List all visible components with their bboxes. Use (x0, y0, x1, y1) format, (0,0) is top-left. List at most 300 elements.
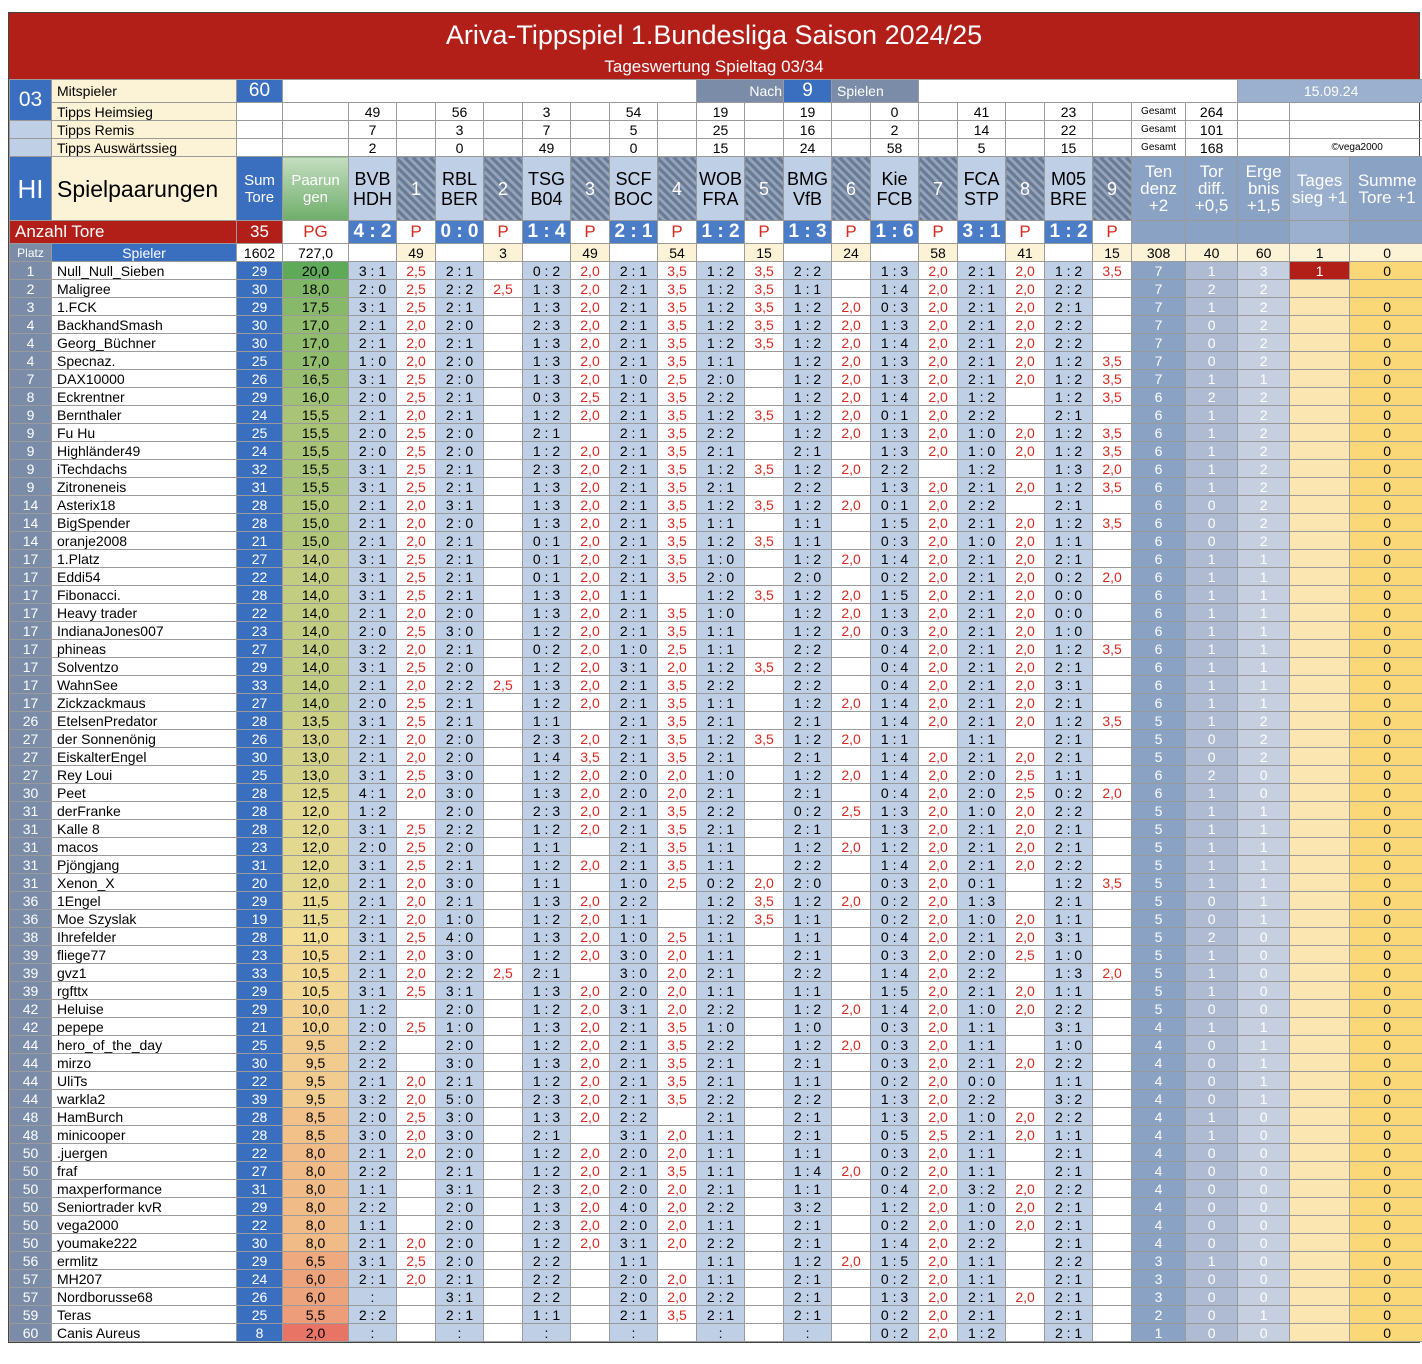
blank-cell (1238, 121, 1290, 139)
points-4: 2,0 (658, 766, 697, 784)
points-2 (484, 1072, 523, 1090)
tip-7: 0 : 2 (871, 892, 919, 910)
match-result: 1 : 3 (784, 221, 832, 244)
points-6 (832, 442, 871, 460)
match-team-names (610, 157, 658, 221)
blank-cell (1238, 139, 1290, 157)
points-9: 3,5 (1093, 388, 1132, 406)
points-5: 3,5 (745, 334, 784, 352)
points-7: 2,0 (919, 640, 958, 658)
sum-tore: 28 (237, 1108, 283, 1126)
ergebnis: 2 (1238, 298, 1290, 316)
tip-4: 2 : 1 (610, 478, 658, 496)
ergebnis: 0 (1238, 1180, 1290, 1198)
tendenz: 7 (1132, 334, 1186, 352)
points-6 (832, 856, 871, 874)
points-7: 2,0 (919, 622, 958, 640)
tip-5: 1 : 1 (697, 946, 745, 964)
tip-2: 2 : 1 (436, 262, 484, 280)
tip-6: 2 : 1 (784, 1216, 832, 1234)
summe-tore: 0 (1350, 658, 1422, 676)
tip-6: 1 : 1 (784, 532, 832, 550)
tendenz: 6 (1132, 514, 1186, 532)
points-9: 3,5 (1093, 712, 1132, 730)
platz: 56 (10, 1252, 52, 1270)
ergebnis: 2 (1238, 730, 1290, 748)
tip-7: 1 : 3 (871, 478, 919, 496)
player-name: 1.Platz (52, 550, 237, 568)
tip-3: 0 : 2 (523, 262, 571, 280)
tip-5: 1 : 1 (697, 928, 745, 946)
player-name: EtelsenPredator (52, 712, 237, 730)
blank-cell (1093, 139, 1132, 157)
mitspieler-label: Mitspieler (52, 80, 237, 103)
points-1: 2,0 (397, 1126, 436, 1144)
pg-score: 10,5 (283, 982, 349, 1000)
points-8: 2,0 (1006, 802, 1045, 820)
tip-4: 2 : 1 (610, 1090, 658, 1108)
player-name: mirzo (52, 1054, 237, 1072)
tordiff: 0 (1186, 1216, 1238, 1234)
points-7: 2,0 (919, 784, 958, 802)
tendenz: 4 (1132, 1162, 1186, 1180)
pg-score: 13,0 (283, 730, 349, 748)
points-6: 2,0 (832, 550, 871, 568)
points-1: 2,0 (397, 874, 436, 892)
points-3 (571, 712, 610, 730)
tip-5: 2 : 2 (697, 1234, 745, 1252)
p-label: P (1093, 221, 1132, 244)
spieltag-spacer (10, 121, 52, 139)
tip-7: 1 : 4 (871, 712, 919, 730)
points-1: 2,5 (397, 586, 436, 604)
blank-cell (871, 244, 919, 262)
player-name: fliege77 (52, 946, 237, 964)
tip-4: 2 : 1 (610, 730, 658, 748)
points-3: 2,0 (571, 1198, 610, 1216)
ergebnis: 0 (1238, 1216, 1290, 1234)
player-name: iTechdachs (52, 460, 237, 478)
points-4: 3,5 (658, 262, 697, 280)
tip-8: 1 : 0 (958, 424, 1006, 442)
tip-6: 2 : 2 (784, 1090, 832, 1108)
tip-8: 2 : 1 (958, 622, 1006, 640)
away-team: B04 (530, 188, 563, 209)
pg-score: 11,5 (283, 910, 349, 928)
points-9: 3,5 (1093, 874, 1132, 892)
tip-3: 1 : 3 (523, 298, 571, 316)
tendenz: 6 (1132, 766, 1186, 784)
sum-tore: 25 (237, 352, 283, 370)
tordiff: 0 (1186, 1234, 1238, 1252)
points-3: 2,0 (571, 280, 610, 298)
tip-1: 2 : 0 (349, 442, 397, 460)
points-3: 2,5 (571, 388, 610, 406)
tip-1: 2 : 1 (349, 892, 397, 910)
tip-8: 2 : 1 (958, 694, 1006, 712)
points-6: 2,0 (832, 316, 871, 334)
points-9 (1093, 856, 1132, 874)
tip-8: 2 : 1 (958, 676, 1006, 694)
tordiff: 0 (1186, 1144, 1238, 1162)
tordiff: 0 (1186, 1072, 1238, 1090)
points-7: 2,0 (919, 532, 958, 550)
tendenz: 4 (1132, 1054, 1186, 1072)
points-5 (745, 1108, 784, 1126)
tip-9: 2 : 2 (1045, 1000, 1093, 1018)
tipps-aus-count: 15 (697, 139, 745, 157)
pg-score: 16,5 (283, 370, 349, 388)
summe-tore: 0 (1350, 568, 1422, 586)
tip-6: : (784, 1324, 832, 1342)
sum-tore: 30 (237, 1234, 283, 1252)
points-8: 2,0 (1006, 694, 1045, 712)
tip-8: 0 : 1 (958, 874, 1006, 892)
tip-1: 2 : 2 (349, 1198, 397, 1216)
tordiff: 0 (1186, 1270, 1238, 1288)
pg-total: 727,0 (283, 244, 349, 262)
points-5: 3,5 (745, 262, 784, 280)
tagessieg (1290, 856, 1350, 874)
points-6 (832, 532, 871, 550)
points-8 (1006, 892, 1045, 910)
platz: 57 (10, 1270, 52, 1288)
points-4: 3,5 (658, 334, 697, 352)
tip-4: 3 : 1 (610, 1234, 658, 1252)
blank-cell (919, 121, 958, 139)
tip-2: 3 : 0 (436, 784, 484, 802)
tagessieg (1290, 424, 1350, 442)
tip-4: 2 : 1 (610, 550, 658, 568)
tip-8: 3 : 2 (958, 1180, 1006, 1198)
tip-9: 0 : 2 (1045, 784, 1093, 802)
player-row (10, 370, 1422, 388)
tendenz: 6 (1132, 388, 1186, 406)
platz: 14 (10, 532, 52, 550)
tip-1: 3 : 1 (349, 586, 397, 604)
tip-4: 3 : 0 (610, 946, 658, 964)
tip-7: 0 : 2 (871, 1324, 919, 1342)
sum-tore: 29 (237, 1000, 283, 1018)
player-name: Teras (52, 1306, 237, 1324)
away-team: BER (440, 188, 478, 209)
tip-8: 2 : 1 (958, 982, 1006, 1000)
tordiff: 1 (1186, 370, 1238, 388)
blank-cell (237, 139, 283, 157)
points-5 (745, 1036, 784, 1054)
tip-9: 2 : 1 (1045, 406, 1093, 424)
tip-2: 3 : 0 (436, 766, 484, 784)
tagessieg (1290, 352, 1350, 370)
tip-8: 1 : 1 (958, 1270, 1006, 1288)
tagessieg (1290, 730, 1350, 748)
points-6 (832, 676, 871, 694)
points-5: 3,5 (745, 316, 784, 334)
tip-7: 0 : 3 (871, 1036, 919, 1054)
blank-cell (237, 103, 283, 121)
summe-tore: 0 (1350, 514, 1422, 532)
tip-6: 1 : 2 (784, 550, 832, 568)
points-7 (919, 460, 958, 478)
summe-tore: 0 (1350, 712, 1422, 730)
pg-score: 9,5 (283, 1090, 349, 1108)
points-1: 2,0 (397, 784, 436, 802)
tordiff: 0 (1186, 1054, 1238, 1072)
ergebnis: 0 (1238, 1252, 1290, 1270)
points-9 (1093, 1198, 1132, 1216)
summe-tore: 0 (1350, 1324, 1422, 1342)
points-5 (745, 820, 784, 838)
tagessieg (1290, 1252, 1350, 1270)
tipps-remis-label: Tipps Remis (52, 121, 237, 139)
points-4: 2,5 (658, 874, 697, 892)
points-9 (1093, 1144, 1132, 1162)
points-9 (1093, 730, 1132, 748)
points-6: 2,0 (832, 370, 871, 388)
points-3: 2,0 (571, 802, 610, 820)
pg-score: 14,0 (283, 694, 349, 712)
points-1: 2,0 (397, 892, 436, 910)
platz: 48 (10, 1126, 52, 1144)
tip-8: 2 : 1 (958, 748, 1006, 766)
tordiff: 0 (1186, 1306, 1238, 1324)
tipps-heim-count: 0 (871, 103, 919, 121)
tip-9: 1 : 0 (1045, 622, 1093, 640)
sum-tore: 33 (237, 964, 283, 982)
points-3: 2,0 (571, 460, 610, 478)
tip-1: 3 : 1 (349, 982, 397, 1000)
pg-score: 12,0 (283, 802, 349, 820)
points-6 (832, 1090, 871, 1108)
tip-7: 1 : 3 (871, 1108, 919, 1126)
match-number: 4 (658, 157, 697, 221)
points-1: 2,0 (397, 730, 436, 748)
player-name: Canis Aureus (52, 1324, 237, 1342)
points-1: 2,0 (397, 1234, 436, 1252)
tip-2: 2 : 0 (436, 424, 484, 442)
blank-cell (1045, 244, 1093, 262)
tipps-heim-count: 49 (349, 103, 397, 121)
tip-5: 1 : 1 (697, 640, 745, 658)
tordiff: 0 (1186, 1198, 1238, 1216)
tip-9: 3 : 2 (1045, 1090, 1093, 1108)
spielpaarungen-label: Spielpaarungen (52, 157, 237, 221)
points-9 (1093, 910, 1132, 928)
points-3: 2,0 (571, 910, 610, 928)
pg-score: 13,0 (283, 748, 349, 766)
points-7: 2,0 (919, 712, 958, 730)
ergebnis: 1 (1238, 874, 1290, 892)
pg-score: 12,0 (283, 874, 349, 892)
points-4: 3,5 (658, 838, 697, 856)
summe-tore: 0 (1350, 298, 1422, 316)
tagessieg (1290, 1198, 1350, 1216)
tip-6: 2 : 2 (784, 676, 832, 694)
points-5: 3,5 (745, 892, 784, 910)
ergebnis: 2 (1238, 442, 1290, 460)
tordiff: 1 (1186, 550, 1238, 568)
tendenz: 5 (1132, 802, 1186, 820)
summe-tore: 0 (1350, 1144, 1422, 1162)
points-5: 3,5 (745, 532, 784, 550)
tip-5: 0 : 2 (697, 874, 745, 892)
tip-8: 2 : 1 (958, 838, 1006, 856)
points-5 (745, 1288, 784, 1306)
tipps-remis-count: 7 (523, 121, 571, 139)
tip-8: 1 : 0 (958, 910, 1006, 928)
tip-6: 1 : 0 (784, 1018, 832, 1036)
tip-1: 2 : 1 (349, 406, 397, 424)
summe-tore: 0 (1350, 928, 1422, 946)
tordiff: 1 (1186, 1108, 1238, 1126)
player-row (10, 604, 1422, 622)
tip-6: 1 : 2 (784, 460, 832, 478)
mitspieler-count: 60 (237, 80, 283, 103)
points-3: 2,0 (571, 496, 610, 514)
points-5 (745, 946, 784, 964)
pg-score: 8,0 (283, 1198, 349, 1216)
points-3: 2,0 (571, 1054, 610, 1072)
summe-tore: 0 (1350, 1054, 1422, 1072)
tagessieg (1290, 1306, 1350, 1324)
ergebnis: 1 (1238, 550, 1290, 568)
points-8: 2,5 (1006, 784, 1045, 802)
points-5 (745, 1072, 784, 1090)
tip-6: 1 : 2 (784, 892, 832, 910)
ergebnis: 0 (1238, 1162, 1290, 1180)
points-8: 2,0 (1006, 586, 1045, 604)
points-4: 3,5 (658, 406, 697, 424)
tip-7: 1 : 4 (871, 856, 919, 874)
points-7: 2,0 (919, 748, 958, 766)
gesamt-label: Gesamt (1132, 121, 1186, 139)
points-6 (832, 1018, 871, 1036)
tendenz: 6 (1132, 406, 1186, 424)
points-5 (745, 1180, 784, 1198)
platz: 57 (10, 1288, 52, 1306)
blank-cell (1290, 103, 1422, 121)
tip-2: 2 : 0 (436, 838, 484, 856)
sum-tore: 24 (237, 442, 283, 460)
points-9: 3,5 (1093, 514, 1132, 532)
points-4: 3,5 (658, 532, 697, 550)
points-9: 2,0 (1093, 460, 1132, 478)
tagessieg-label: Tages sieg +1 (1290, 157, 1350, 221)
points-5 (745, 856, 784, 874)
tip-7: 0 : 3 (871, 622, 919, 640)
points-2 (484, 622, 523, 640)
points-1: 2,0 (397, 748, 436, 766)
points-6: 2,5 (832, 802, 871, 820)
tordiff: 2 (1186, 388, 1238, 406)
tagessieg (1290, 1288, 1350, 1306)
points-4: 3,5 (658, 424, 697, 442)
blank-cell (1093, 121, 1132, 139)
player-row (10, 460, 1422, 478)
points-4 (658, 1252, 697, 1270)
tip-9: 2 : 1 (1045, 730, 1093, 748)
platz: 39 (10, 946, 52, 964)
platz: 50 (10, 1216, 52, 1234)
tendenz: 5 (1132, 1000, 1186, 1018)
points-1: 2,5 (397, 298, 436, 316)
points-5: 3,5 (745, 586, 784, 604)
tagessieg (1290, 766, 1350, 784)
points-7: 2,0 (919, 1144, 958, 1162)
ergebnis: 2 (1238, 352, 1290, 370)
platz: 17 (10, 640, 52, 658)
player-name: Xenon_X (52, 874, 237, 892)
tip-1: 3 : 1 (349, 550, 397, 568)
tordiff: 0 (1186, 910, 1238, 928)
platz: 44 (10, 1036, 52, 1054)
away-team: HDH (353, 188, 392, 209)
points-9 (1093, 982, 1132, 1000)
blank-cell (658, 103, 697, 121)
pg-score: 20,0 (283, 262, 349, 280)
tip-7: 0 : 3 (871, 1018, 919, 1036)
tip-2: 3 : 1 (436, 496, 484, 514)
player-row (10, 1144, 1422, 1162)
points-3: 2,0 (571, 820, 610, 838)
points-7: 2,0 (919, 1090, 958, 1108)
tip-2: 2 : 1 (436, 298, 484, 316)
platz: 14 (10, 496, 52, 514)
tip-7: 0 : 2 (871, 910, 919, 928)
points-8: 2,0 (1006, 856, 1045, 874)
points-7: 2,0 (919, 1000, 958, 1018)
tip-5: 1 : 0 (697, 1018, 745, 1036)
pg-score: 8,0 (283, 1234, 349, 1252)
points-1: 2,0 (397, 676, 436, 694)
points-3: 2,0 (571, 514, 610, 532)
player-name: Pjöngjang (52, 856, 237, 874)
points-7: 2,0 (919, 496, 958, 514)
tip-4: 1 : 0 (610, 370, 658, 388)
tordiff: 1 (1186, 478, 1238, 496)
ergebnis: 1 (1238, 676, 1290, 694)
tip-8: 2 : 2 (958, 1090, 1006, 1108)
match-points: 3 (484, 244, 523, 262)
tagessieg (1290, 568, 1350, 586)
tagessieg (1290, 406, 1350, 424)
tip-3: 1 : 2 (523, 658, 571, 676)
tip-6: 2 : 2 (784, 658, 832, 676)
summe-tore: 0 (1350, 640, 1422, 658)
points-6 (832, 946, 871, 964)
tip-7: 2 : 2 (871, 460, 919, 478)
tip-4: 2 : 0 (610, 1288, 658, 1306)
tip-2: 2 : 1 (436, 406, 484, 424)
tip-1: 2 : 1 (349, 316, 397, 334)
tip-6: 1 : 2 (784, 424, 832, 442)
player-row (10, 442, 1422, 460)
blank-cell (571, 103, 610, 121)
points-9 (1093, 1036, 1132, 1054)
points-3: 2,0 (571, 1090, 610, 1108)
tip-8: 2 : 1 (958, 586, 1006, 604)
match-points: 24 (832, 244, 871, 262)
tip-9: 1 : 1 (1045, 766, 1093, 784)
tip-2: 3 : 1 (436, 1288, 484, 1306)
tip-9: 2 : 2 (1045, 1054, 1093, 1072)
tip-8: 2 : 1 (958, 568, 1006, 586)
platz: 17 (10, 694, 52, 712)
player-name: MH207 (52, 1270, 237, 1288)
pg-score: 15,5 (283, 424, 349, 442)
sum-tore: 25 (237, 1306, 283, 1324)
match-number: 3 (571, 157, 610, 221)
